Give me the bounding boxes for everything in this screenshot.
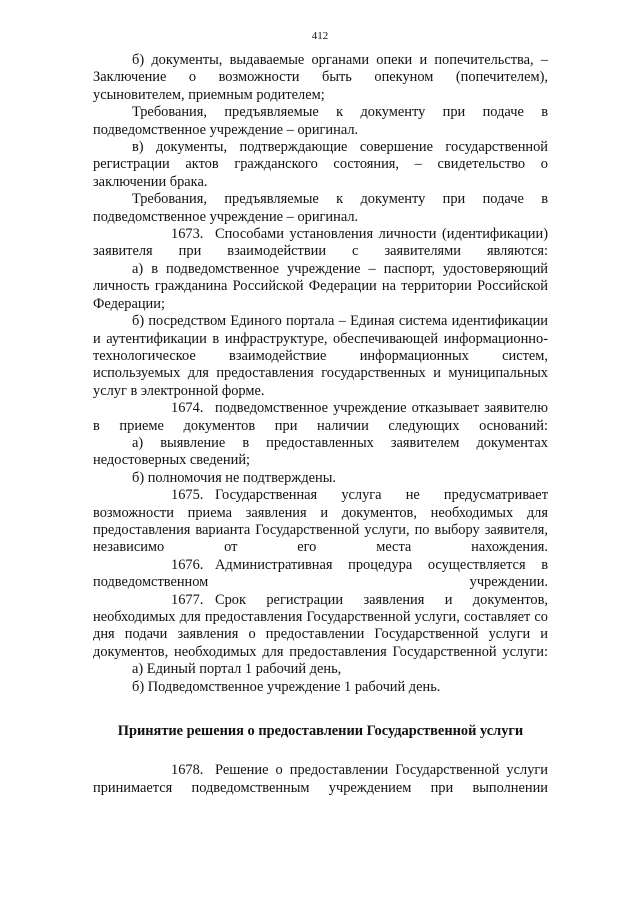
paragraph: Требования, предъявляемые к документу при подаче в подведомственное учреждение – оригинал. bbox=[93, 191, 548, 225]
clause-1674 bbox=[93, 400, 548, 435]
clause-number: 1674. bbox=[171, 400, 204, 417]
clause-text: Способами установления личности (идентификации) заявителя при взаимодействии с заявителями являются: bbox=[93, 226, 548, 260]
clause-1677 bbox=[93, 592, 548, 662]
clause-number: 1677. bbox=[171, 591, 204, 608]
list-item: а) Единый портал 1 рабочий день, bbox=[132, 661, 342, 678]
clause-number: 1676. bbox=[171, 556, 204, 573]
clause-text: Срок регистрации заявления и документов, необходимых для предоставления Государственной услуги, составляет со дня подачи заявления о предоставлении Государственной услуги и документов, необходимых для предоставления Государственной услуги: bbox=[93, 591, 548, 660]
list-item: а) выявление в предоставленных заявителем документах недостоверных сведений; bbox=[93, 434, 548, 469]
clause-number: 1678. bbox=[171, 762, 204, 779]
document-body bbox=[93, 52, 548, 797]
paragraph: в) документы, подтверждающие совершение государственной регистрации актов гражданского состояния, – свидетельство о заключении брака. bbox=[93, 139, 548, 190]
paragraph: б) документы, выдаваемые органами опеки и попечительства, – Заключение о возможности быть опекуном (попечителем), усыновителем, приемным родителем; bbox=[93, 52, 548, 103]
clause-text: Административная процедура осуществляется в подведомственном учреждении. bbox=[93, 556, 548, 591]
page-number: 412 bbox=[311, 30, 329, 42]
clause-1673 bbox=[93, 226, 548, 261]
clause-text: Государственная услуга не предусматривает возможности приема заявления и документов, необходимых для предоставления варианта Государственной услуги, по выбору заявителя, независимо от его места нахождения. bbox=[93, 487, 548, 556]
clause-number: 1673. bbox=[171, 226, 204, 243]
list-item: б) полномочия не подтверждены. bbox=[132, 469, 336, 486]
list-item: б) посредством Единого портала – Единая система идентификации и аутентификации в инфраструктуре, обеспечивающей информационно-технологическое взаимодействие информационных систем, используемых для предоставления государственных и муниципальных услуг в электронной форме. bbox=[93, 313, 548, 399]
list-item: б) Подведомственное учреждение 1 рабочий день. bbox=[132, 678, 441, 695]
list-item: а) в подведомственное учреждение – паспорт, удостоверяющий личность гражданина Российской Федерации на территории Российской Федерации; bbox=[93, 260, 548, 312]
clause-number: 1675. bbox=[171, 487, 204, 504]
clause-1675 bbox=[93, 487, 548, 557]
clause-1676 bbox=[93, 557, 548, 592]
paragraph: Требования, предъявляемые к документу при подаче в подведомственное учреждение – оригинал. bbox=[93, 104, 548, 138]
clause-1678 bbox=[93, 762, 548, 797]
clause-text: Решение о предоставлении Государственной услуги принимается подведомственным учреждением при выполнении bbox=[93, 762, 548, 796]
section-heading: Принятие решения о предоставлении Государственной услуги bbox=[117, 723, 524, 740]
clause-text: подведомственное учреждение отказывает заявителю в приеме документов при наличии следующих оснований: bbox=[93, 400, 548, 434]
